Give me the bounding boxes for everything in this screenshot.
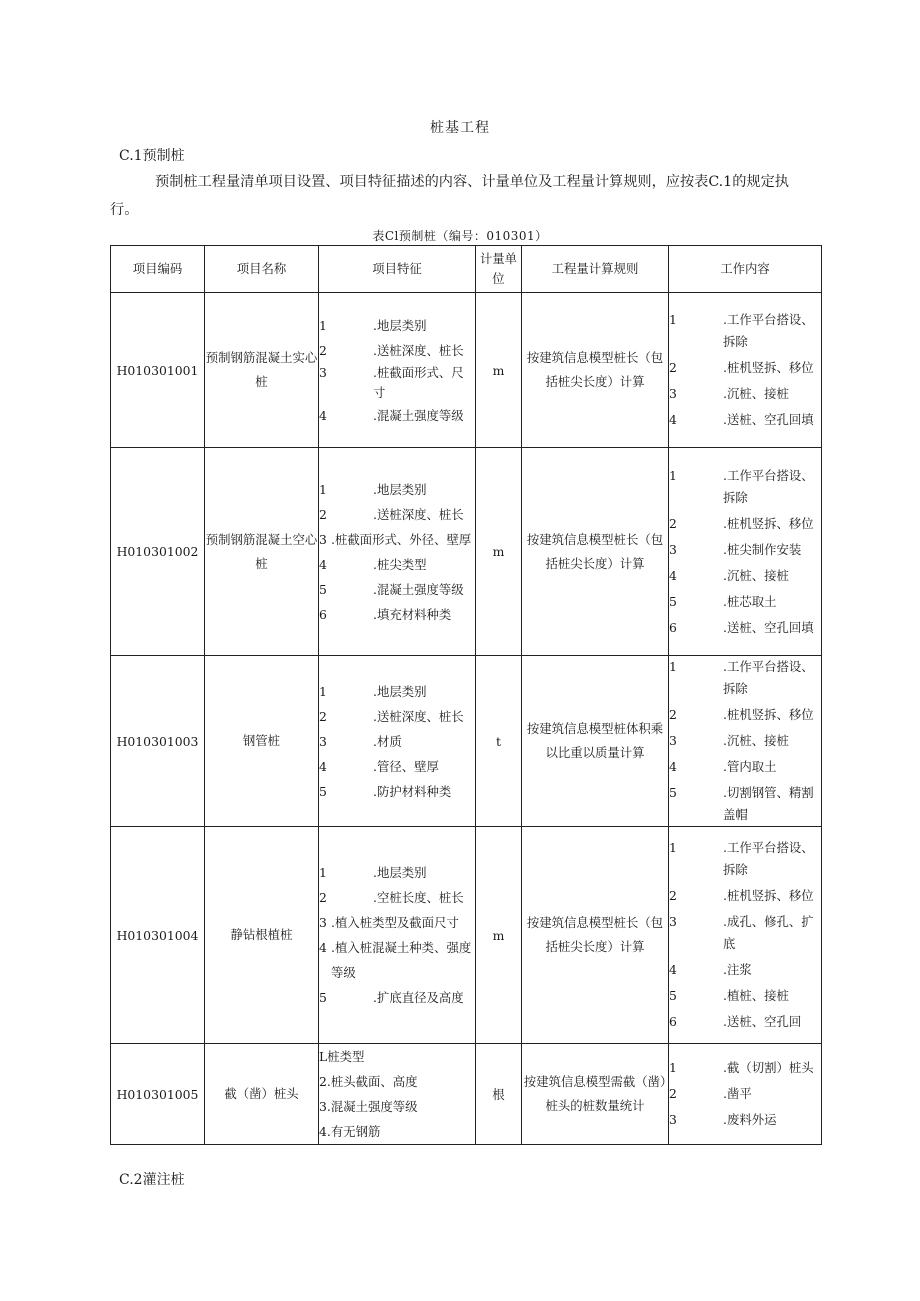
header-work: 工作内容	[669, 246, 822, 293]
item-rule: 按建筑信息模型桩长（包括桩尖长度）计算	[522, 827, 669, 1044]
header-name: 项目名称	[205, 246, 319, 293]
intro-paragraph: 预制桩工程量清单项目设置、项目特征描述的内容、计量单位及工程量计算规则，应按表C.1的规定执行。	[110, 174, 789, 218]
item-rule: 按建筑信息模型桩体积乘以比重以质量计算	[522, 656, 669, 827]
item-code: H010301001	[111, 293, 205, 448]
table-header-row	[111, 246, 822, 293]
table-row	[111, 293, 822, 448]
header-unit: 计量单位	[476, 246, 522, 293]
item-rule: 按建筑信息模型桩长（包括桩尖长度）计算	[522, 448, 669, 656]
precast-pile-table	[110, 245, 822, 1145]
item-code: H010301005	[111, 1044, 205, 1145]
item-work: 1 .工作平台搭设、拆除 2 .桩机竖拆、移位 3 .沉桩、接桩 4 .管内取土 5 .切割钢管、精割盖帽	[669, 656, 822, 827]
header-features: 项目特征	[319, 246, 476, 293]
item-work: 1 .工作平台搭设、拆除 2 .桩机竖拆、移位 3 .沉桩、接桩 4 .送桩、空孔回填	[669, 293, 822, 448]
table-row	[111, 827, 822, 1044]
item-unit: m	[476, 448, 522, 656]
item-code: H010301004	[111, 827, 205, 1044]
item-rule: 按建筑信息模型需截（凿）桩头的桩数量统计	[522, 1044, 669, 1145]
item-unit: 根	[476, 1044, 522, 1145]
item-work: 1 .工作平台搭设、拆除 2 .桩机竖拆、移位 3 .成孔、修孔、扩底 4 .注浆 5 .植桩、接桩 6 .送桩、空孔回	[669, 827, 822, 1044]
item-features: 1 .地层类别 2 .送桩深度、桩长 3 .材质 4 .管径、壁厚 5 .防护材料种类	[319, 656, 476, 827]
header-rule: 工程量计算规则	[522, 246, 669, 293]
item-unit: m	[476, 827, 522, 1044]
table-row	[111, 1044, 822, 1145]
item-name: 预制钢筋混凝土实心桩	[205, 293, 319, 448]
item-work: 1 .工作平台搭设、拆除 2 .桩机竖拆、移位 3 .桩尖制作安装 4 .沉桩、接桩 5 .桩芯取土 6 .送桩、空孔回填	[669, 448, 822, 656]
table-caption: 表Cl预制桩（编号：010301）	[372, 229, 548, 243]
item-features: L桩类型 2.桩头截面、高度 3.混凝土强度等级 4.有无钢筋	[319, 1044, 476, 1145]
item-name: 静钻根植桩	[205, 827, 319, 1044]
table-row	[111, 656, 822, 827]
item-features: 1 .地层类别 2 .空桩长度、桩长 3 .植入桩类型及截面尺寸 4 .植入桩混凝土种类、强度等级 5 .扩底直径及高度	[319, 827, 476, 1044]
item-code: H010301003	[111, 656, 205, 827]
item-code: H010301002	[111, 448, 205, 656]
item-name: 钢管桩	[205, 656, 319, 827]
item-name: 截（凿）桩头	[205, 1044, 319, 1145]
item-features: 1 .地层类别 2 .送桩深度、桩长 3 .桩截面形式、外径、壁厚 4 .桩尖类型 5 .混凝土强度等级 6 .填充材料种类	[319, 448, 476, 656]
item-unit: t	[476, 656, 522, 827]
section-heading-c2: C.2灌注桩	[119, 1172, 185, 1188]
table-row	[111, 448, 822, 656]
item-name: 预制钢筋混凝土空心桩	[205, 448, 319, 656]
item-unit: m	[476, 293, 522, 448]
section-heading-c1: C.1预制桩	[119, 148, 185, 164]
header-code: 项目编码	[111, 246, 205, 293]
item-work: 1 .截（切割）桩头 2 .凿平 3 .废料外运	[669, 1044, 822, 1145]
page-title: 桩基工程	[430, 120, 490, 136]
item-features: 1 .地层类别 2 .送桩深度、桩长 3 .桩截面形式、尺寸 4 .混凝土强度等级	[319, 293, 476, 448]
item-rule: 按建筑信息模型桩长（包括桩尖长度）计算	[522, 293, 669, 448]
